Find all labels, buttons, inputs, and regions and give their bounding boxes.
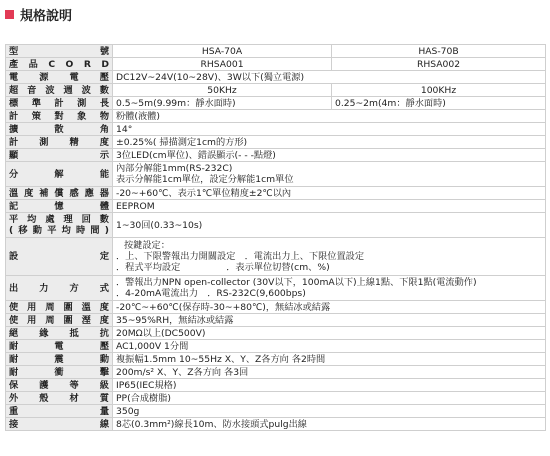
spec-row [6, 58, 546, 71]
spec-value [113, 162, 546, 187]
spec-value-line: 表示分解能1cm單位，設定分解能1cm單位 [116, 174, 294, 185]
spec-row [6, 238, 546, 276]
spec-value: RHSA001 [113, 58, 332, 71]
spec-label [6, 149, 113, 162]
spec-label [6, 97, 113, 110]
spec-label-text: 出 力 方 式 [9, 282, 109, 294]
spec-label-text: 耐 電 壓 [9, 340, 109, 352]
spec-value: 1~30回(0.33~10s) [113, 213, 546, 238]
spec-row [6, 136, 546, 149]
spec-value-line: ．上、下限警報出力開關設定 ．電流出力上、下限位置設定 [116, 251, 365, 262]
spec-value: 35~95%RH，無結冰或結露 [113, 314, 546, 327]
spec-label [6, 71, 113, 84]
spec-label [6, 110, 113, 123]
spec-label [6, 340, 113, 353]
spec-row [6, 405, 546, 418]
spec-value: HAS-70B [332, 45, 546, 58]
spec-label [6, 45, 113, 58]
spec-row [6, 187, 546, 200]
spec-label-text: 產 品 C O R D [9, 58, 109, 70]
spec-label [6, 123, 113, 136]
spec-label-text: 標 準 計 測 長 [9, 97, 109, 109]
spec-value: AC1,000V 1分間 [113, 340, 546, 353]
spec-label-text: 保 護 等 級 [9, 379, 109, 391]
spec-row [6, 71, 546, 84]
spec-label [6, 58, 113, 71]
spec-row [6, 123, 546, 136]
spec-value-line: ．警報出力NPN open-collector (30V以下，100mA以下)上線1點、下限1點(電流動作) [116, 277, 477, 288]
spec-label-text: 電 源 電 壓 [9, 71, 109, 83]
spec-label-text: 設 定 [9, 251, 109, 262]
spec-label [6, 405, 113, 418]
spec-label [6, 353, 113, 366]
spec-label [6, 238, 113, 276]
spec-label [6, 187, 113, 200]
spec-label-text: 顯 示 [9, 149, 109, 161]
spec-row [6, 276, 546, 301]
spec-label-text: 擴 散 角 [9, 123, 109, 135]
spec-row [6, 327, 546, 340]
spec-row [6, 110, 546, 123]
section-title: 規格說明 [20, 8, 73, 24]
spec-label [6, 84, 113, 97]
spec-label [6, 301, 113, 314]
spec-value: 複振幅1.5mm 10~55Hz X、Y、Z各方向 各2時間 [113, 353, 546, 366]
spec-row [6, 97, 546, 110]
spec-value: RHSA002 [332, 58, 546, 71]
spec-label-text: 使 用 周 圍 溫 度 [9, 301, 109, 313]
spec-value-line: 內部分解能1mm(RS-232C) [116, 163, 233, 174]
spec-label-text: 溫 度 補 償 感 應 器 [9, 187, 109, 199]
spec-value-line: 按鍵設定： [124, 240, 170, 251]
spec-label [6, 418, 113, 431]
spec-label [6, 392, 113, 405]
spec-value: PP(合成樹脂) [113, 392, 546, 405]
spec-label [6, 379, 113, 392]
spec-value: -20℃~+60℃(保存時-30~+80℃)，無結冰或結露 [113, 301, 546, 314]
spec-row [6, 162, 546, 187]
spec-value [113, 238, 546, 276]
spec-value: 0.5~5m(9.99m：靜水面時) [113, 97, 332, 110]
spec-value: EEPROM [113, 200, 546, 213]
spec-row [6, 379, 546, 392]
spec-value: 3位LED(cm單位)、錯誤顯示(- - -點燈) [113, 149, 546, 162]
spec-value [113, 276, 546, 301]
spec-row [6, 84, 546, 97]
spec-table [5, 44, 546, 431]
spec-label-text: 接 線 [9, 418, 109, 430]
spec-row [6, 366, 546, 379]
spec-value: 350g [113, 405, 546, 418]
spec-row [6, 314, 546, 327]
spec-value: 8芯(0.3mm²)線長10m、防水接頭式pulg出線 [113, 418, 546, 431]
spec-label [6, 314, 113, 327]
spec-label [6, 276, 113, 301]
spec-value: 20MΩ以上(DC500V) [113, 327, 546, 340]
spec-row [6, 200, 546, 213]
spec-row [6, 418, 546, 431]
spec-label [6, 213, 113, 238]
bullet-square-icon [5, 10, 14, 19]
spec-value: 100KHz [332, 84, 546, 97]
spec-row [6, 149, 546, 162]
spec-label-text: 超 音 波 週 波 數 [9, 84, 109, 96]
spec-label [6, 162, 113, 187]
spec-label-text: 絕 緣 抵 抗 [9, 327, 109, 339]
spec-label [6, 136, 113, 149]
spec-label-text: 型 號 [9, 45, 109, 57]
spec-label-text: ( 移 動 平 均 時 間 ) [9, 225, 109, 236]
spec-row [6, 392, 546, 405]
spec-row [6, 353, 546, 366]
spec-value: 0.25~2m(4m：靜水面時) [332, 97, 546, 110]
spec-value-line: ．4-20mA電流出力 ．RS-232C(9,600bps) [116, 288, 306, 299]
spec-value: 200m/s² X、Y、Z各方向 各3回 [113, 366, 546, 379]
spec-row [6, 213, 546, 238]
spec-label-text: 耐 震 動 [9, 353, 109, 365]
spec-row [6, 45, 546, 58]
section-header [5, 4, 72, 24]
spec-label [6, 327, 113, 340]
spec-label-text: 耐 衝 擊 [9, 366, 109, 378]
spec-row [6, 301, 546, 314]
spec-value: -20~+60℃、表示1℃單位精度±2℃以內 [113, 187, 546, 200]
spec-value: IP65(IEC規格) [113, 379, 546, 392]
spec-label [6, 366, 113, 379]
spec-label-text: 計 測 精 度 [9, 136, 109, 148]
spec-value: DC12V~24V(10~28V)、3W以下(獨立電源) [113, 71, 546, 84]
spec-label-text: 分 解 能 [9, 168, 109, 180]
spec-value: 50KHz [113, 84, 332, 97]
spec-value: 粉體(液體) [113, 110, 546, 123]
spec-label-text: 使 用 周 圍 溼 度 [9, 314, 109, 326]
spec-value: HSA-70A [113, 45, 332, 58]
spec-label-text: 外 殼 材 質 [9, 392, 109, 404]
spec-row [6, 340, 546, 353]
spec-label-text: 平 均 處 理 回 數 [9, 214, 109, 225]
spec-label-text: 記 憶 體 [9, 200, 109, 212]
spec-value: ±0.25%( 掃描測定1cm的方形) [113, 136, 546, 149]
spec-value-line: ．程式平均設定 ．表示單位切替(cm、%) [116, 262, 330, 273]
spec-label-text: 重 量 [9, 405, 109, 417]
spec-label-text: 計 策 對 象 物 [9, 110, 109, 122]
spec-value: 14° [113, 123, 546, 136]
spec-label [6, 200, 113, 213]
